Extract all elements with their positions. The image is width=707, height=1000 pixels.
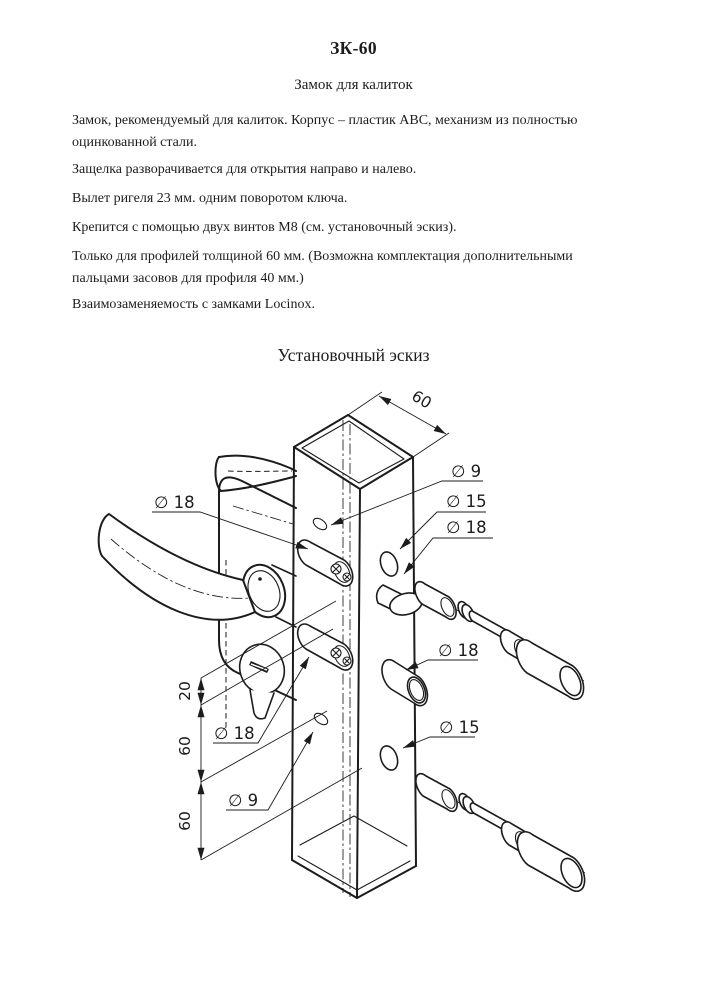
- far-handle: [215, 456, 296, 491]
- dimension-60a: 60: [176, 736, 194, 756]
- label-d9-low: ∅ 9: [228, 791, 259, 810]
- product-name: Замок для калиток: [294, 77, 413, 93]
- bolt-assembly-lower: [416, 774, 586, 892]
- installation-drawing: [0, 380, 707, 910]
- paragraph-compatibility: [72, 294, 649, 316]
- paragraph-description: [72, 110, 649, 154]
- label-d15-low: ∅ 15: [439, 718, 480, 737]
- text-line: Вылет ригеля 23 мм. одним поворотом ключа.: [72, 191, 348, 206]
- hole-d15-low: [377, 744, 401, 773]
- label-d18-low: ∅ 18: [214, 724, 255, 743]
- text-line: Защелка разворачивается для открытия направо и налево.: [72, 162, 417, 177]
- label-d18-mid: ∅ 18: [438, 641, 479, 660]
- hole-d9-low: [312, 711, 329, 727]
- label-d9-top: ∅ 9: [451, 462, 482, 481]
- hole-d15-top: [377, 550, 401, 579]
- fixing-pin-lower: [298, 624, 353, 670]
- text-line: Замок, рекомендуемый для калиток. Корпус – пластик АВС, механизм из полностью: [72, 113, 578, 128]
- hole-d9-top: [311, 516, 328, 532]
- paragraph-latch: [72, 159, 649, 181]
- label-d15-top: ∅ 15: [446, 492, 487, 511]
- dimension-20: 20: [176, 681, 194, 701]
- profile-tube: [292, 415, 416, 898]
- text-line: Только для профилей толщиной 60 мм. (Возможна комплектация дополнительными: [72, 249, 573, 264]
- text-line: Крепится с помощью двух винтов М8 (см. установочный эскиз).: [72, 220, 457, 235]
- dimension-60b: 60: [176, 811, 194, 831]
- text-line: Взаимозаменяемость с замками Locinox.: [72, 297, 315, 312]
- fixing-pin-upper: [298, 540, 353, 586]
- drawing-heading: Установочный эскиз: [277, 345, 430, 365]
- dimension-width-value: 60: [408, 386, 435, 413]
- label-d18-top: ∅ 18: [446, 518, 487, 537]
- paragraph-bolt: [72, 188, 649, 210]
- paragraph-profile: [72, 246, 649, 290]
- locking-pin: [382, 660, 429, 706]
- euro-cylinder: [233, 638, 290, 718]
- label-d18-handle: ∅ 18: [154, 493, 195, 512]
- gate-handle: [99, 514, 296, 627]
- text-line: пальцами засовов для профиля 40 мм.): [72, 271, 304, 286]
- page-title: ЗК-60: [330, 38, 377, 58]
- text-line: оцинкованной стали.: [72, 135, 198, 150]
- paragraph-mounting: [72, 217, 649, 239]
